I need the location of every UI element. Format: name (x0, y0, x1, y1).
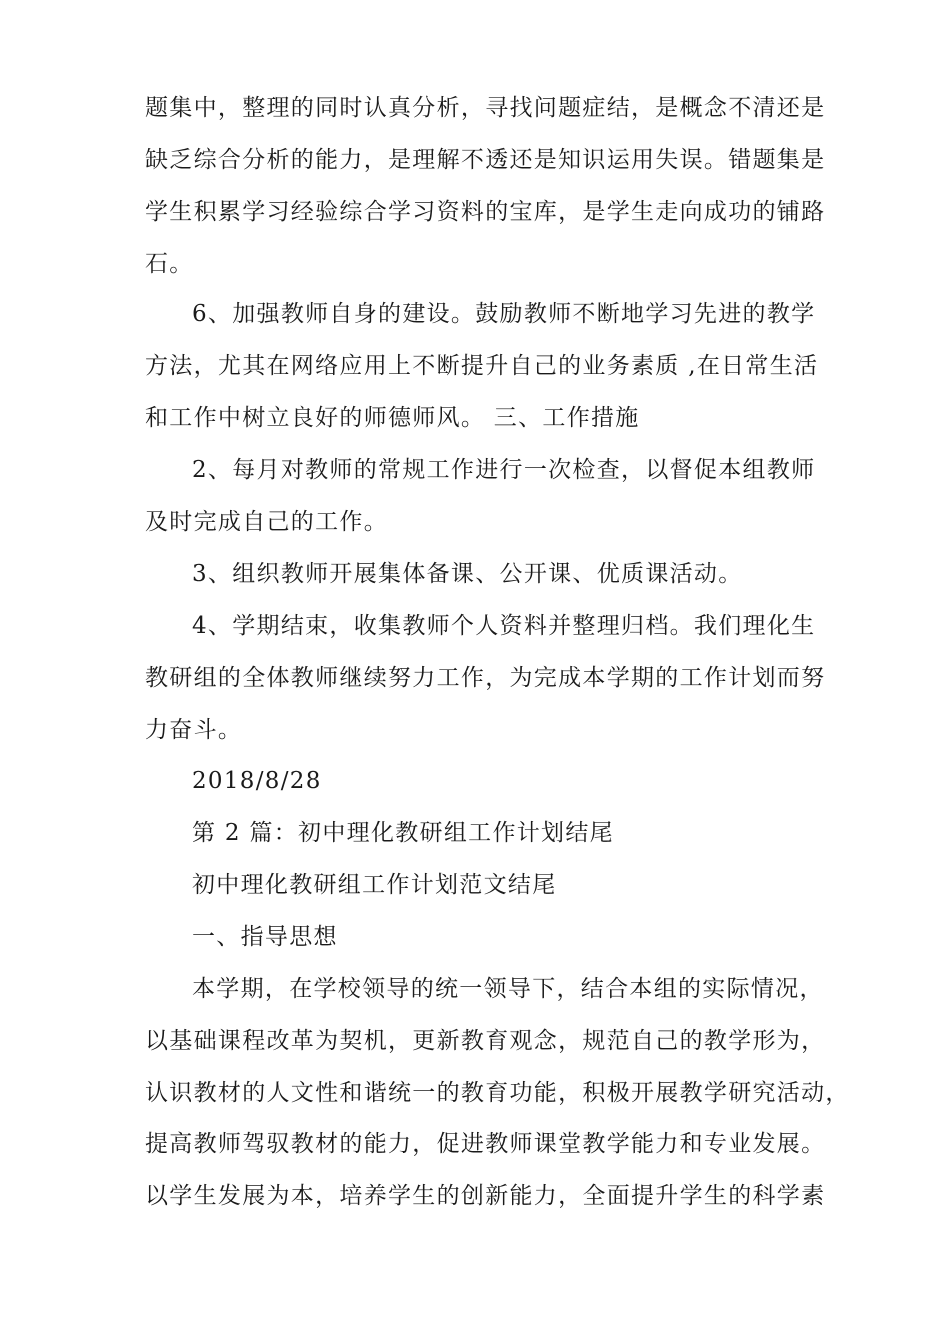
section-heading: 第 2 篇：初中理化教研组工作计划结尾 (192, 820, 614, 846)
section-heading: 一、指导思想 (192, 924, 338, 950)
text-line: 力奋斗。 (145, 717, 243, 743)
text-line: 以基础课程改革为契机，更新教育观念，规范自己的教学形为， (145, 1028, 826, 1054)
text-line: 认识教材的人文性和谐统一的教育功能，积极开展教学研究活动， (145, 1080, 850, 1106)
text-line: 6、加强教师自身的建设。鼓励教师不断地学习先进的教学 (192, 301, 816, 327)
text-line: 及时完成自己的工作。 (145, 509, 388, 535)
text-line: 2、每月对教师的常规工作进行一次检查，以督促本组教师 (192, 457, 816, 483)
text-line: 和工作中树立良好的师德师风。 三、工作措施 (145, 405, 640, 431)
text-line: 方法，尤其在网络应用上不断提升自己的业务素质 ,在日常生活 (145, 353, 819, 379)
text-line: 提高教师驾驭教材的能力，促进教师课堂教学能力和专业发展。 (145, 1131, 826, 1157)
text-line: 学生积累学习经验综合学习资料的宝库，是学生走向成功的铺路 (145, 199, 826, 225)
text-line: 教研组的全体教师继续努力工作，为完成本学期的工作计划而努 (145, 665, 826, 691)
date-line: 2018/8/28 (192, 768, 322, 794)
text-line: 题集中，整理的同时认真分析，寻找问题症结，是概念不清还是 (145, 95, 826, 121)
text-line: 石。 (145, 251, 194, 277)
text-line: 3、组织教师开展集体备课、公开课、优质课活动。 (192, 561, 743, 587)
text-line: 4、学期结束，收集教师个人资料并整理归档。我们理化生 (192, 613, 816, 639)
text-line: 缺乏综合分析的能力，是理解不透还是知识运用失误。错题集是 (145, 147, 826, 173)
text-line: 本学期，在学校领导的统一领导下，结合本组的实际情况， (192, 976, 824, 1002)
text-line: 以学生发展为本，培养学生的创新能力，全面提升学生的科学素 (145, 1183, 826, 1209)
document-title: 初中理化教研组工作计划范文结尾 (192, 872, 557, 898)
